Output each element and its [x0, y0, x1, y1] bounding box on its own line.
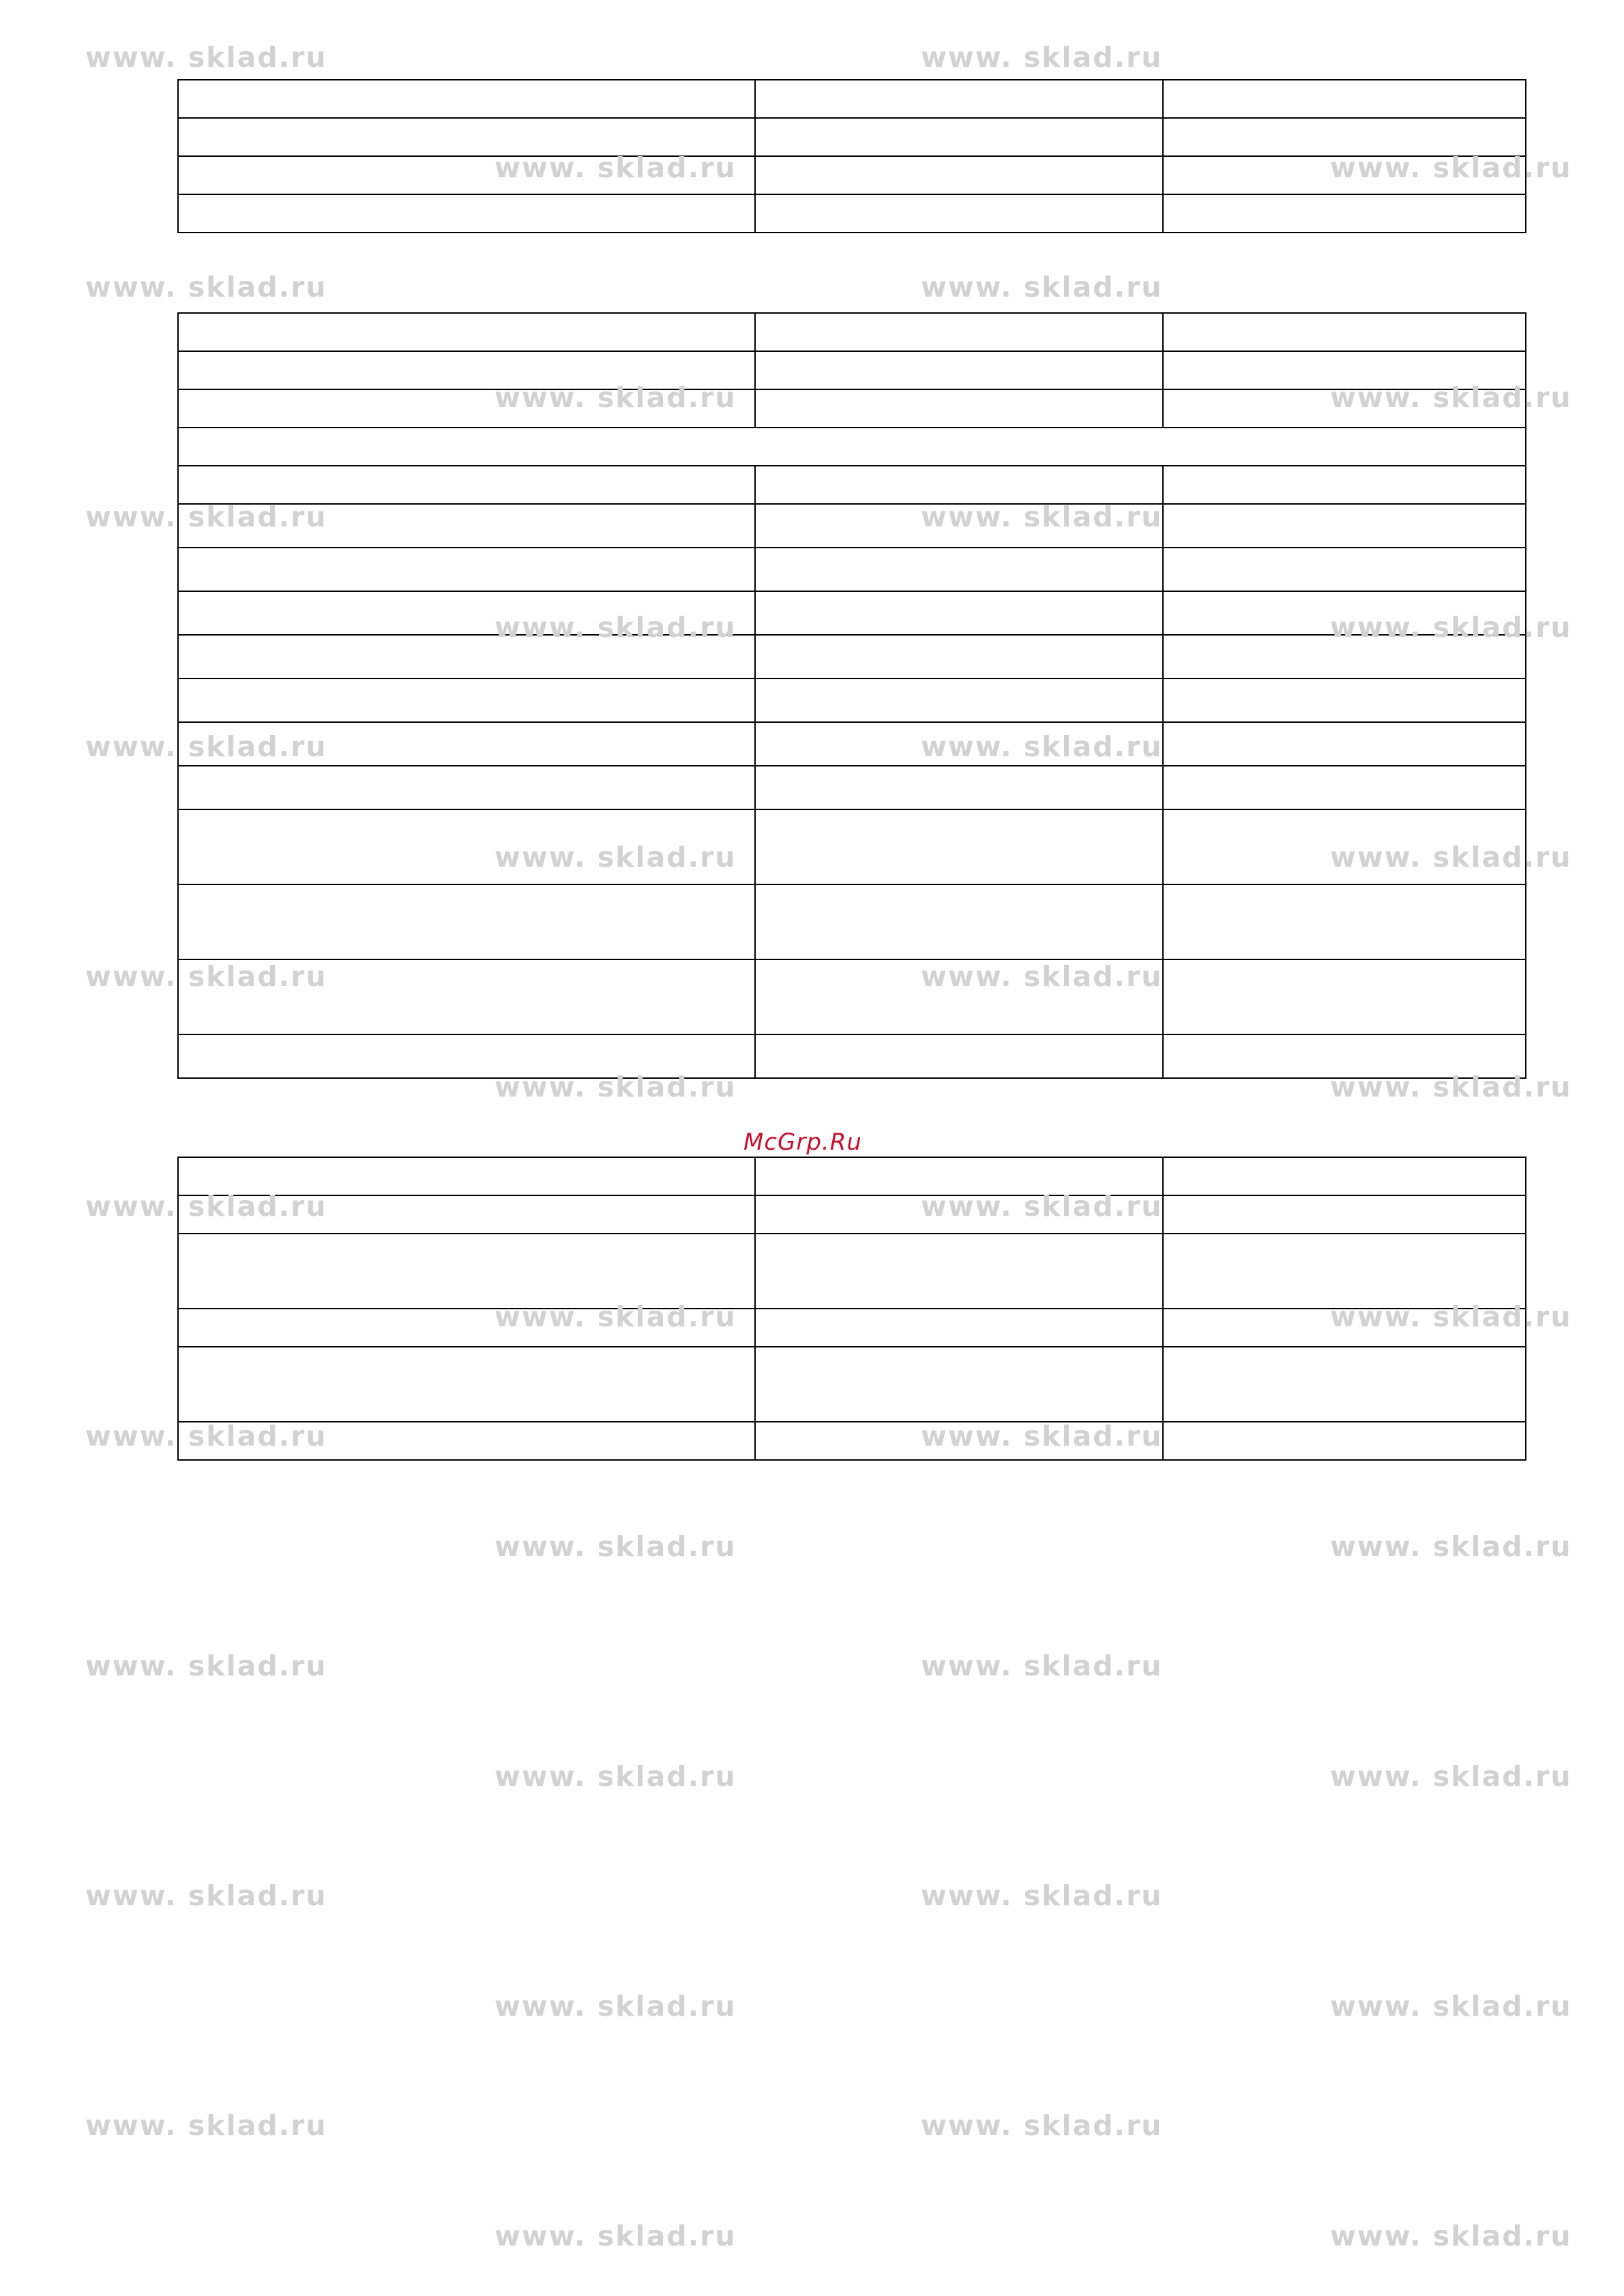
watermark: www. sklad.ru — [494, 1300, 737, 1333]
table-row — [178, 635, 1526, 679]
table-row — [178, 1195, 1526, 1234]
table-row — [178, 466, 1526, 504]
watermark: www. sklad.ru — [921, 501, 1163, 533]
table-cell — [755, 635, 1163, 679]
watermark: www. sklad.ru — [1330, 1760, 1572, 1793]
table-cell — [755, 884, 1163, 959]
table-cell — [178, 389, 755, 428]
table-row — [178, 1157, 1526, 1195]
table-row — [178, 80, 1526, 118]
table-row — [178, 548, 1526, 591]
watermark: www. sklad.ru — [1330, 1071, 1572, 1103]
watermark: www. sklad.ru — [921, 730, 1163, 763]
form-table-3 — [177, 1157, 1526, 1461]
watermark: www. sklad.ru — [1330, 1530, 1572, 1563]
watermark: www. sklad.ru — [85, 271, 327, 303]
watermark: www. sklad.ru — [921, 41, 1163, 74]
table-cell — [178, 548, 755, 591]
watermark: www. sklad.ru — [494, 841, 737, 874]
table-cell — [755, 591, 1163, 635]
watermark: www. sklad.ru — [494, 1530, 737, 1563]
watermark: www. sklad.ru — [85, 730, 327, 763]
table-row — [178, 679, 1526, 722]
watermark: www. sklad.ru — [85, 1650, 327, 1682]
table-cell — [178, 884, 755, 959]
table-cell — [1163, 591, 1526, 635]
watermark: www. sklad.ru — [85, 2109, 327, 2142]
table-cell — [1163, 766, 1526, 809]
table-row — [178, 504, 1526, 548]
table-cell — [755, 959, 1163, 1034]
table-cell — [178, 1309, 755, 1347]
table-cell — [755, 80, 1163, 118]
table-cell — [1163, 118, 1526, 156]
table-cell — [755, 504, 1163, 548]
table-cell — [178, 722, 755, 766]
table-row — [178, 1309, 1526, 1347]
watermark: www. sklad.ru — [494, 2220, 737, 2252]
watermark: www. sklad.ru — [494, 1760, 737, 1793]
table-cell — [178, 635, 755, 679]
watermark: www. sklad.ru — [1330, 151, 1572, 184]
table-cell — [178, 1422, 755, 1460]
table-cell — [178, 1195, 755, 1234]
watermark: www. sklad.ru — [1330, 381, 1572, 414]
table-cell — [1163, 504, 1526, 548]
watermark: www. sklad.ru — [494, 1071, 737, 1103]
table-cell — [178, 118, 755, 156]
table-section-row — [178, 428, 1526, 466]
form-table-2 — [177, 312, 1526, 1079]
table-cell — [755, 548, 1163, 591]
table-row — [178, 389, 1526, 428]
table-cell — [1163, 1034, 1526, 1078]
table-cell — [755, 766, 1163, 809]
table-cell — [1163, 1234, 1526, 1309]
table-row — [178, 809, 1526, 884]
watermark: www. sklad.ru — [494, 151, 737, 184]
table-cell — [1163, 466, 1526, 504]
table-cell — [178, 156, 755, 194]
table-cell — [1163, 313, 1526, 351]
table-cell — [1163, 722, 1526, 766]
table-cell — [755, 1347, 1163, 1422]
table-cell — [755, 118, 1163, 156]
table-cell — [755, 679, 1163, 722]
table-cell — [1163, 959, 1526, 1034]
table-cell — [1163, 351, 1526, 389]
table-cell — [178, 679, 755, 722]
table-cell — [1163, 389, 1526, 428]
table-cell — [755, 1234, 1163, 1309]
table-cell — [178, 1034, 755, 1078]
table-row — [178, 118, 1526, 156]
table-cell — [1163, 1347, 1526, 1422]
table-cell — [178, 466, 755, 504]
table-cell — [178, 194, 755, 233]
watermark: www. sklad.ru — [85, 960, 327, 993]
table-cell — [178, 80, 755, 118]
table-cell — [755, 1157, 1163, 1195]
table-cell — [1163, 548, 1526, 591]
table-cell — [1163, 884, 1526, 959]
table-cell — [178, 313, 755, 351]
watermark: www. sklad.ru — [494, 381, 737, 414]
watermark: www. sklad.ru — [921, 1879, 1163, 1912]
table-cell — [178, 504, 755, 548]
table-cell — [178, 1234, 755, 1309]
table-cell — [178, 809, 755, 884]
table-row — [178, 1422, 1526, 1460]
table-cell — [755, 351, 1163, 389]
table-cell — [178, 1157, 755, 1195]
table-cell — [755, 1034, 1163, 1078]
form-table-1 — [177, 79, 1526, 233]
table-cell — [755, 1422, 1163, 1460]
table-cell — [755, 194, 1163, 233]
table-cell — [1163, 194, 1526, 233]
table-cell — [1163, 1309, 1526, 1347]
table-row — [178, 156, 1526, 194]
table-cell — [755, 722, 1163, 766]
table-cell — [178, 1347, 755, 1422]
table-row — [178, 313, 1526, 351]
watermark: www. sklad.ru — [921, 2109, 1163, 2142]
table-row — [178, 1347, 1526, 1422]
watermark: www. sklad.ru — [1330, 1300, 1572, 1333]
table-row — [178, 1234, 1526, 1309]
table-cell — [178, 351, 755, 389]
table-cell — [755, 1195, 1163, 1234]
table-cell — [755, 313, 1163, 351]
table-row — [178, 1034, 1526, 1078]
watermark: www. sklad.ru — [85, 1879, 327, 1912]
watermark: www. sklad.ru — [494, 611, 737, 644]
source-mark: McGrp.Ru — [743, 1129, 862, 1156]
watermark: www. sklad.ru — [494, 1990, 737, 2023]
table-cell — [755, 389, 1163, 428]
table-cell — [1163, 156, 1526, 194]
table-row — [178, 884, 1526, 959]
table-cell — [178, 766, 755, 809]
table-row — [178, 766, 1526, 809]
table-cell-merged — [178, 428, 1526, 466]
table-cell — [755, 1309, 1163, 1347]
watermark: www. sklad.ru — [921, 960, 1163, 993]
table-cell — [1163, 80, 1526, 118]
watermark: www. sklad.ru — [1330, 1990, 1572, 2023]
table-cell — [1163, 679, 1526, 722]
watermark: www. sklad.ru — [921, 1420, 1163, 1452]
table-cell — [755, 156, 1163, 194]
watermark: www. sklad.ru — [1330, 2220, 1572, 2252]
table-row — [178, 194, 1526, 233]
watermark: www. sklad.ru — [85, 41, 327, 74]
table-cell — [1163, 1422, 1526, 1460]
table-row — [178, 959, 1526, 1034]
table-cell — [1163, 1157, 1526, 1195]
watermark: www. sklad.ru — [85, 501, 327, 533]
watermark: www. sklad.ru — [85, 1190, 327, 1223]
table-cell — [178, 959, 755, 1034]
watermark: www. sklad.ru — [1330, 611, 1572, 644]
table-row — [178, 591, 1526, 635]
table-cell — [1163, 809, 1526, 884]
table-row — [178, 351, 1526, 389]
watermark: www. sklad.ru — [921, 271, 1163, 303]
table-cell — [1163, 1195, 1526, 1234]
table-cell — [1163, 635, 1526, 679]
watermark: www. sklad.ru — [85, 1420, 327, 1452]
watermark: www. sklad.ru — [1330, 841, 1572, 874]
table-cell — [755, 466, 1163, 504]
table-cell — [755, 809, 1163, 884]
watermark: www. sklad.ru — [921, 1650, 1163, 1682]
table-cell — [178, 591, 755, 635]
table-row — [178, 722, 1526, 766]
watermark: www. sklad.ru — [921, 1190, 1163, 1223]
